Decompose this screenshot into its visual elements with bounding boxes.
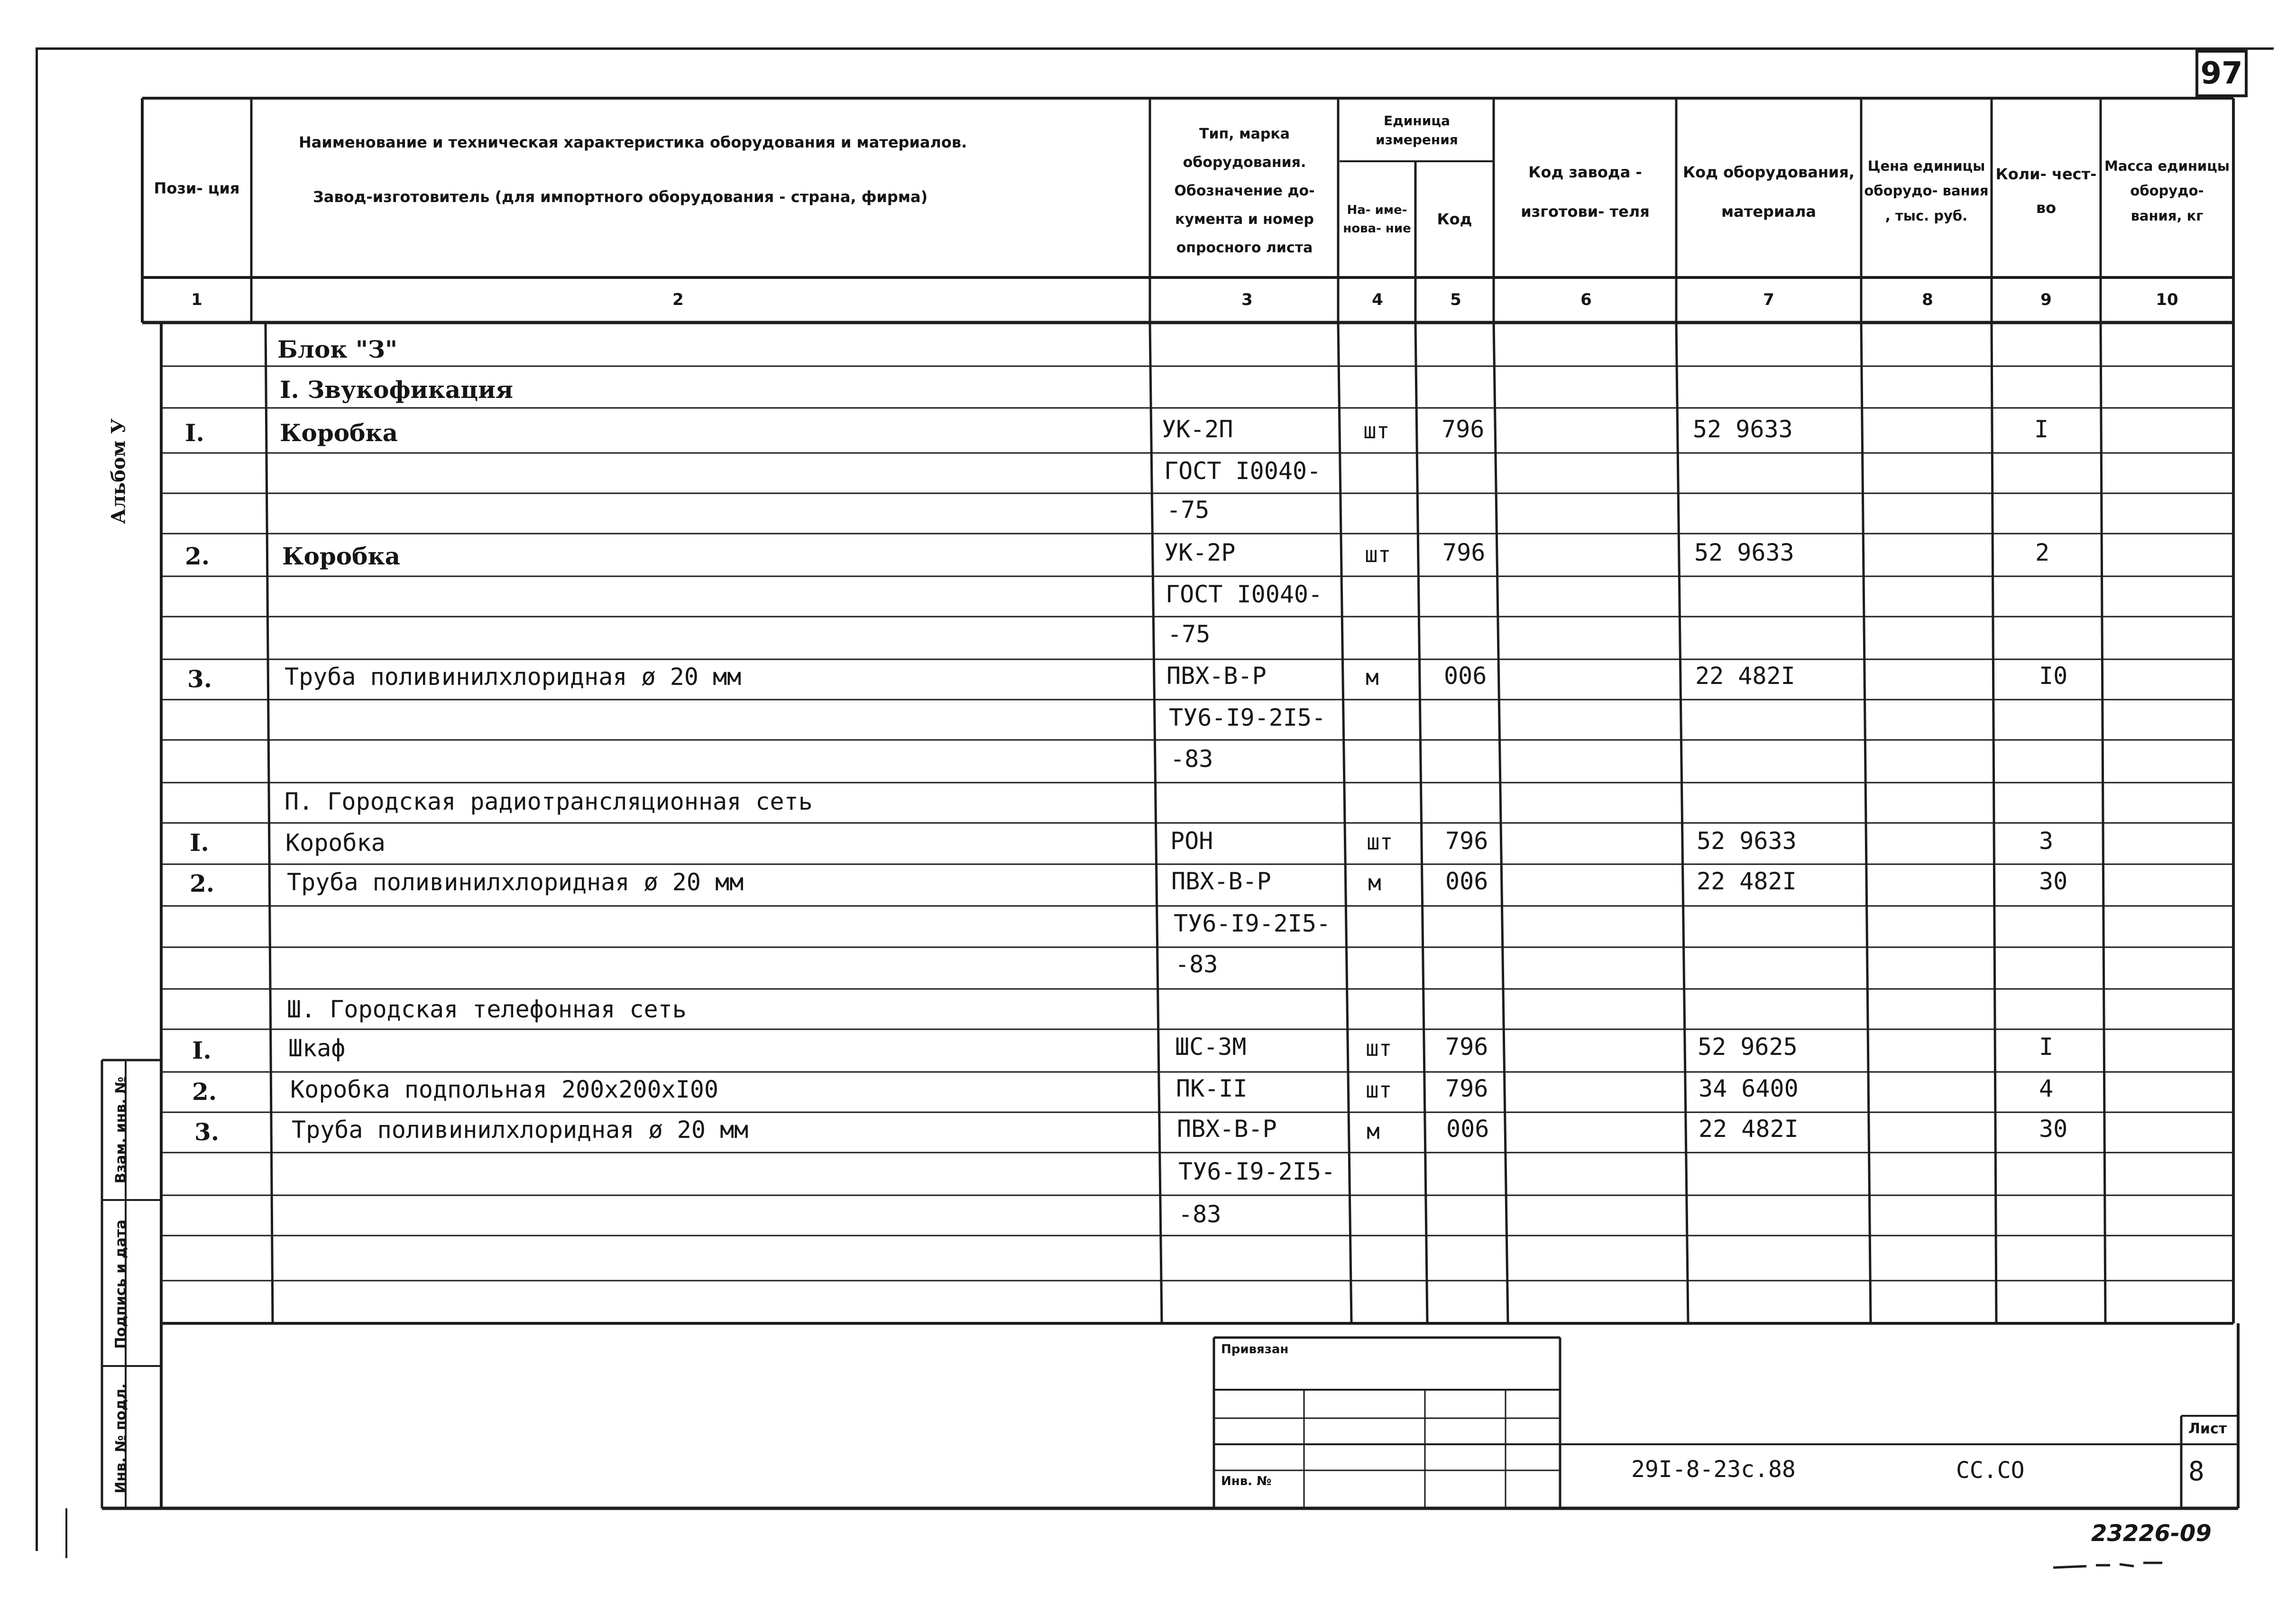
row-21-type: -83 [1178, 1200, 1221, 1228]
row-6-type: ГОСТ I0040- [1166, 581, 1323, 608]
archive-number: 23226-09 [2091, 1520, 2212, 1547]
row-12-name: Коробка [285, 829, 386, 857]
row-12-material-code: 52 9633 [1697, 827, 1797, 855]
header-type: Тип, марка оборудования. Обозначение до- кумента и номер опросного листа [1174, 125, 1315, 256]
header-name-line2: Завод-изготовитель (для импортного оборудования - страна, фирма) [313, 187, 928, 206]
row-19-pos: 3. [194, 1118, 220, 1146]
row-13-pos: 2. [190, 869, 215, 897]
header-quantity: Коли- чест- во [1995, 165, 2097, 217]
col-number-7: 7 [1763, 290, 1774, 309]
row-18-pos: 2. [192, 1078, 217, 1106]
row-2-material-code: 52 9633 [1693, 415, 1793, 443]
row-17-name: Шкаф [288, 1034, 346, 1062]
header-unit-group: Единица измерения [1376, 113, 1458, 148]
row-8-material-code: 22 482I [1695, 662, 1795, 690]
row-14-type: ТУ6-I9-2I5- [1174, 910, 1331, 937]
header-name-line1: Наименование и техническая характеристика оборудования и материалов. [299, 133, 967, 151]
row-12-code: 796 [1445, 827, 1488, 855]
row-18-material-code: 34 6400 [1699, 1075, 1799, 1102]
row-13-unit: м [1368, 870, 1381, 895]
row-4-type: -75 [1166, 496, 1210, 524]
row-12-unit: шт [1367, 829, 1393, 855]
title-sheet-number: 8 [2188, 1456, 2204, 1487]
row-18-code: 796 [1445, 1075, 1488, 1102]
stamp-replacement-inventory: Взам. инв. № [112, 1076, 129, 1184]
header-plant-code: Код завода - изготови- теля [1521, 163, 1650, 221]
row-9-type: ТУ6-I9-2I5- [1169, 704, 1326, 731]
row-2-type: УК-2П [1162, 415, 1233, 443]
title-attached-label: Привязан [1221, 1342, 1289, 1357]
col-number-1: 1 [191, 290, 202, 309]
row-13-name: Труба поливинилхлоридная ø 20 мм [287, 868, 744, 896]
stamp-inventory-original: Инв. № подл. [112, 1383, 129, 1494]
col-number-5: 5 [1450, 290, 1461, 309]
col-number-6: 6 [1580, 290, 1592, 309]
row-20-type: ТУ6-I9-2I5- [1178, 1158, 1336, 1185]
col-number-2: 2 [672, 290, 684, 309]
col-number-9: 9 [2040, 290, 2052, 309]
title-sheet-label: Лист [2188, 1421, 2227, 1437]
row-5-type: УК-2Р [1164, 539, 1236, 566]
row-5-material-code: 52 9633 [1694, 539, 1794, 566]
row-8-type: ПВХ-В-Р [1166, 662, 1267, 690]
row-5-pos: 2. [185, 542, 210, 570]
row-3-type: ГОСТ I0040- [1164, 457, 1322, 485]
row-13-material-code: 22 482I [1697, 868, 1797, 895]
row-12-pos: I. [190, 829, 209, 857]
col-number-8: 8 [1922, 290, 1933, 309]
row-17-unit: шт [1366, 1035, 1392, 1061]
left-bottom-tick [64, 1508, 69, 1560]
stamp-signature-date: Подпись и дата [112, 1219, 129, 1349]
row-5-unit: шт [1365, 542, 1391, 567]
row-19-code: 006 [1446, 1115, 1489, 1143]
header-unit-code: Код [1437, 210, 1472, 229]
row-7-type: -75 [1167, 620, 1211, 648]
row-13-qty: 30 [2039, 868, 2068, 895]
bottom-smudge [2048, 1556, 2172, 1575]
row-2-unit: шт [1363, 418, 1390, 443]
row-18-type: ПК-II [1176, 1075, 1248, 1102]
row-17-qty: I [2039, 1033, 2054, 1061]
row-19-type: ПВХ-В-Р [1177, 1115, 1277, 1143]
title-document-mark: СС.СО [1956, 1457, 2025, 1484]
row-5-code: 796 [1442, 539, 1486, 566]
row-18-unit: шт [1366, 1077, 1392, 1103]
header-mass: Масса единицы оборудо- вания, кг [2104, 158, 2230, 224]
row-17-type: ШС-3М [1175, 1033, 1247, 1061]
row-19-name: Труба поливинилхлоридная ø 20 мм [292, 1116, 749, 1144]
row-16-name: Ш. Городская телефонная сеть [287, 996, 687, 1023]
row-0-name: Блок "З" [277, 335, 398, 363]
row-17-material-code: 52 9625 [1698, 1033, 1798, 1061]
row-8-code: 006 [1444, 662, 1487, 690]
header-position: Пози- ция [154, 179, 240, 198]
row-2-code: 796 [1442, 415, 1485, 443]
col-number-10: 10 [2156, 290, 2178, 309]
title-inv-label: Инв. № [1221, 1474, 1272, 1488]
row-5-name: Коробка [282, 542, 400, 570]
album-label: Альбом У [107, 418, 130, 524]
sheet-corner-number: 97 [2195, 50, 2248, 97]
row-8-unit: м [1366, 665, 1379, 690]
row-1-name: I. Звукофикация [280, 376, 514, 404]
row-8-name: Труба поливинилхлоридная ø 20 мм [285, 663, 742, 691]
row-10-type: -83 [1170, 745, 1213, 773]
row-8-pos: 3. [187, 665, 212, 693]
row-19-material-code: 22 482I [1699, 1115, 1799, 1143]
row-18-name: Коробка подпольная 200х200хI00 [290, 1076, 719, 1103]
row-2-pos: I. [185, 419, 204, 447]
row-2-name: Коробка [280, 419, 398, 447]
title-document-code: 29I-8-23с.88 [1631, 1456, 1796, 1483]
row-12-type: РОН [1170, 827, 1213, 855]
col-number-3: 3 [1241, 290, 1253, 309]
row-8-qty: I0 [2039, 662, 2068, 690]
header-price: Цена единицы оборудо- вания , тыс. руб. [1864, 158, 1989, 224]
row-17-pos: I. [192, 1036, 211, 1064]
row-12-qty: 3 [2039, 827, 2054, 855]
col-number-4: 4 [1372, 290, 1383, 309]
row-18-qty: 4 [2039, 1075, 2054, 1102]
row-19-unit: м [1367, 1118, 1380, 1144]
header-unit-name: На- име- нова- ние [1343, 203, 1411, 236]
row-17-code: 796 [1445, 1033, 1488, 1061]
row-13-code: 006 [1445, 868, 1488, 895]
header-material-code: Код оборудования, материала [1682, 163, 1855, 221]
row-2-qty: I [2034, 415, 2049, 443]
row-15-type: -83 [1175, 951, 1218, 978]
row-13-type: ПВХ-В-Р [1171, 868, 1271, 895]
row-19-qty: 30 [2039, 1115, 2068, 1143]
row-11-name: П. Городская радиотрансляционная сеть [285, 788, 813, 815]
row-5-qty: 2 [2035, 539, 2050, 566]
